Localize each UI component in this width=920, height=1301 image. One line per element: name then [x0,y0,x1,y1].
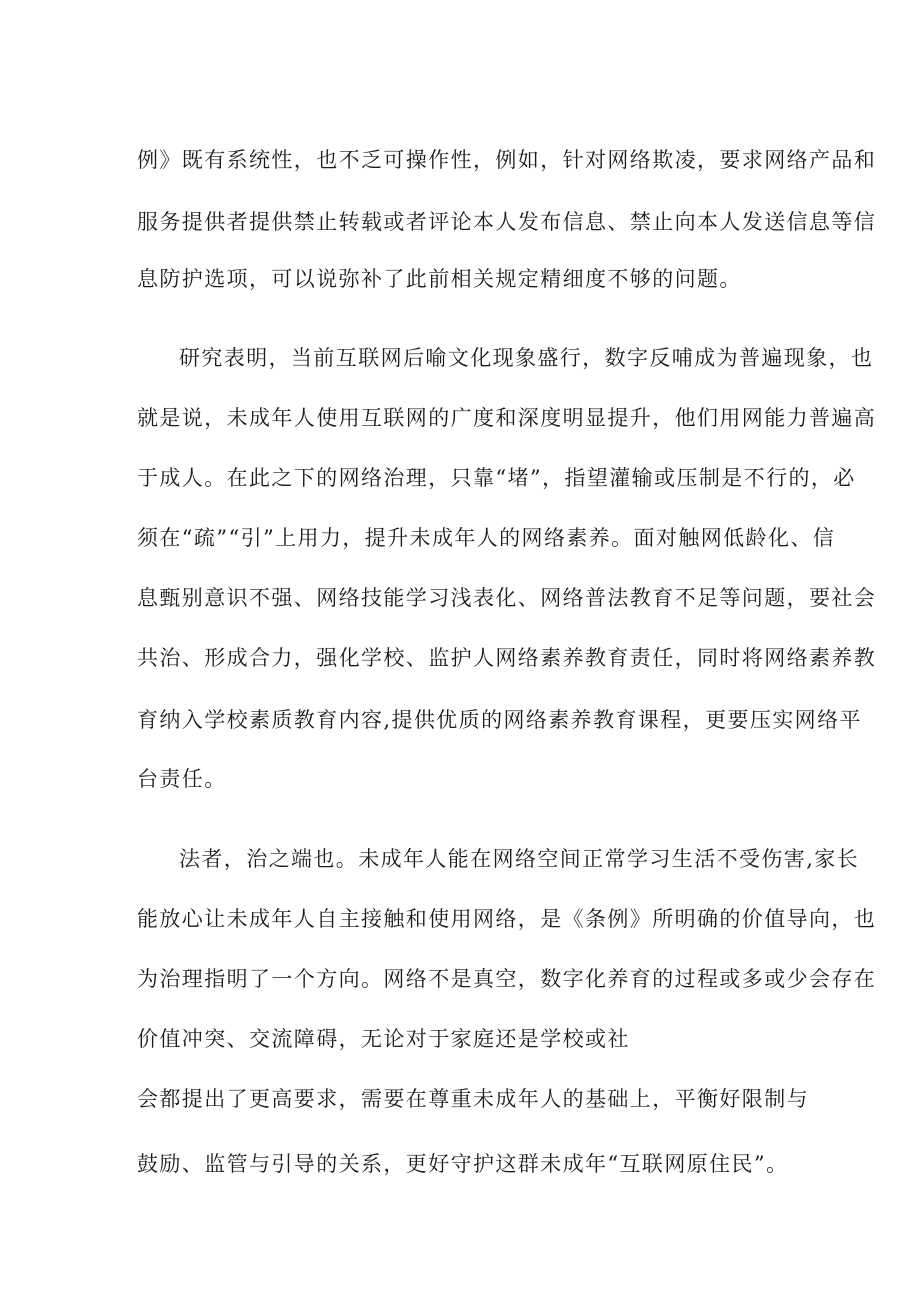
paragraph-1-line-3: 息防护选项，可以说弥补了此前相关规定精细度不够的问题。 [137,267,742,291]
paragraph-2-line-2: 就是说，未成年人使用互联网的广度和深度明显提升，他们用网能力普遍高 [137,406,877,430]
paragraph-2-line-6: 共治、形成合力，强化学校、监护人网络素养教育责任，同时将网络素养教 [137,646,877,670]
paragraph-1-line-2: 服务提供者提供禁止转载或者评论本人发布信息、禁止向本人发送信息等信 [137,210,877,234]
paragraph-2-line-8: 台责任。 [137,767,227,791]
paragraph-2-line-1: 研究表明，当前互联网后喻文化现象盛行，数字反哺成为普遍现象，也 [179,346,874,370]
paragraph-3-line-5: 会都提出了更高要求，需要在尊重未成年人的基础上，平衡好限制与 [137,1087,809,1111]
paragraph-3-line-3: 为治理指明了一个方向。网络不是真空，数字化养育的过程或多或少会存在 [137,967,877,991]
paragraph-3-line-2: 能放心让未成年人自主接触和使用网络，是《条例》所明确的价值导向，也 [137,907,877,931]
paragraph-1-line-1: 例》既有系统性，也不乏可操作性，例如，针对网络欺凌，要求网络产品和 [137,148,877,172]
paragraph-2-line-4: 须在“疏”“引”上用力，提升未成年人的网络素养。面对触网低龄化、信 [137,526,836,550]
paragraph-2-line-3: 于成人。在此之下的网络治理，只靠“堵”，指望灌输或压制是不行的，必 [137,466,856,490]
paragraph-2-line-5: 息甄别意识不强、网络技能学习浅表化、网络普法教育不足等问题，要社会 [137,586,877,610]
paragraph-3-line-6: 鼓励、监管与引导的关系，更好守护这群未成年“互联网原住民”。 [137,1152,789,1176]
paragraph-2-line-7: 育纳入学校素质教育内容,提供优质的网络素养教育课程，更要压实网络平 [137,708,862,732]
paragraph-3-line-1: 法者，治之端也。未成年人能在网络空间正常学习生活不受伤害,家长 [179,847,860,871]
paragraph-3-line-4: 价值冲突、交流障碍，无论对于家庭还是学校或社 [137,1027,630,1051]
